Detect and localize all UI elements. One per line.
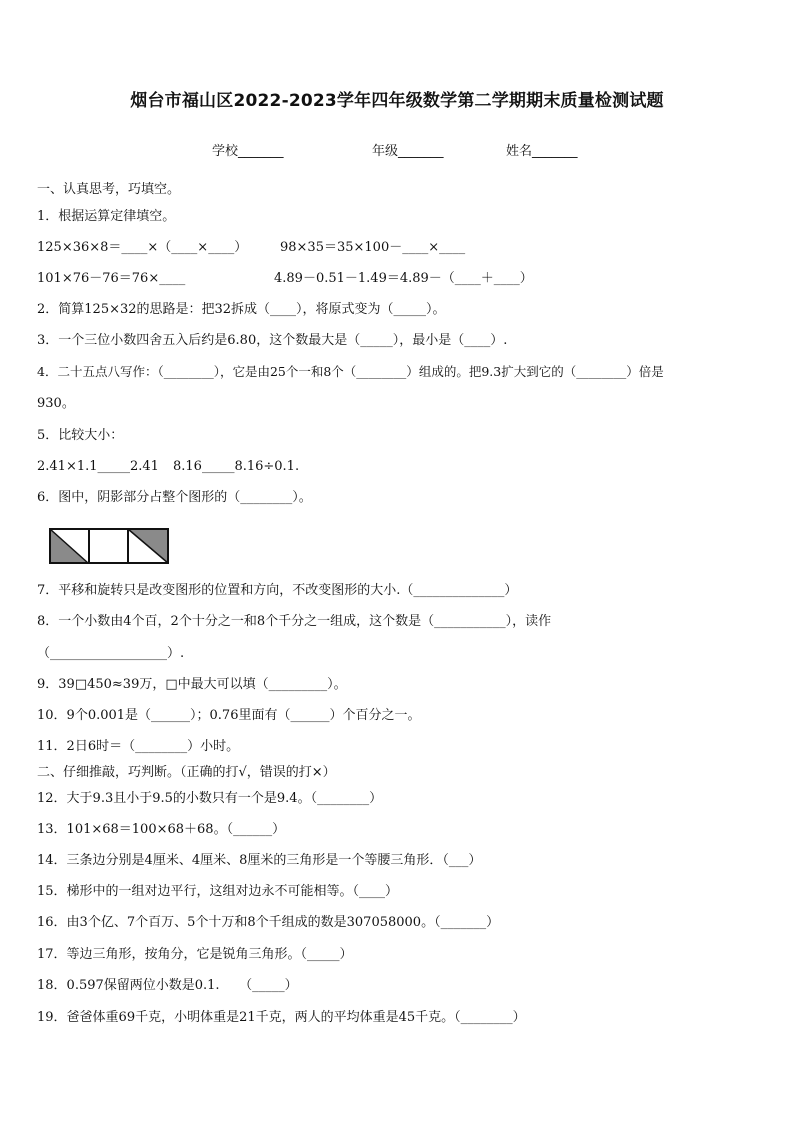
- question-1-blank-a: 125×36×8＝____×（____×____）: [37, 240, 248, 255]
- question-15: 15．梯形中的一组对边平行，这组对边永不可能相等。（____）: [37, 884, 399, 899]
- question-13: 13．101×68＝100×68＋68。（______）: [37, 822, 286, 837]
- question-1-row-2: [37, 270, 533, 288]
- question-1-blank-b: 98×35＝35×100－____×____: [280, 240, 466, 255]
- section-1-heading: 一、认真思考，巧填空。: [37, 182, 181, 197]
- question-6: 6．图中，阴影部分占整个图形的（________）。: [37, 490, 312, 505]
- question-1-row-1: [37, 239, 466, 257]
- question-10: 10．9个0.001是（______）；0.76里面有（______）个百分之一。: [37, 708, 421, 723]
- question-11: 11．2日6时＝（________）小时。: [37, 739, 240, 754]
- question-5-right: 8.16_____8.16÷0.1.: [173, 459, 300, 474]
- question-17: 17．等边三角形，按角分，它是锐角三角形。（_____）: [37, 947, 353, 962]
- page-title: 烟台市福山区2022-2023学年四年级数学第二学期期末质量检测试题: [130, 91, 664, 111]
- question-8-line-1: 8．一个小数由4个百，2个十分之一和8个千分之一组成，这个数是（___________），读作: [37, 614, 552, 629]
- name-field: 姓名_______: [506, 144, 578, 159]
- question-5-left: 2.41×1.1_____2.41: [37, 459, 159, 474]
- question-1-blank-c: 101×76－76＝76×____: [37, 271, 186, 286]
- question-1-blank-d: 4.89－0.51－1.49＝4.89－（____＋____）: [274, 271, 533, 286]
- question-14: 14．三条边分别是4厘米、4厘米、8厘米的三角形是一个等腰三角形．（___）: [37, 853, 482, 868]
- question-19: 19．爸爸体重69千克，小明体重是21千克，两人的平均体重是45千克。（________）: [37, 1010, 526, 1025]
- question-5-stem: 5．比较大小：: [37, 428, 124, 443]
- question-4-line-1: 4．二十五点八写作：（________），它是由25个一和8个（________）组成的。把9.3扩大到它的（________）倍是: [37, 364, 664, 379]
- section-2-heading: 二、仔细推敲，巧判断。（正确的打√，错误的打×）: [37, 765, 336, 780]
- question-8-line-2: （__________________）.: [37, 646, 185, 661]
- question-12: 12．大于9.3且小于9.5的小数只有一个是9.4。（________）: [37, 791, 383, 806]
- question-16: 16．由3个亿、7个百万、5个十万和8个千组成的数是307058000。（_______）: [37, 915, 500, 930]
- school-field: 学校_______: [212, 144, 284, 159]
- question-4-line-2: 930。: [37, 396, 75, 411]
- question-3: 3．一个三位小数四舍五入后约是6.80，这个数最大是（_____），最小是（____）.: [37, 333, 508, 348]
- question-9: 9．39□450≈39万，□中最大可以填（_________）。: [37, 677, 347, 692]
- question-2: 2．简算125×32的思路是：把32拆成（____），将原式变为（_____）。: [37, 302, 446, 317]
- shaded-squares-figure: [48, 527, 170, 565]
- question-1-stem: 1．根据运算定律填空。: [37, 209, 176, 224]
- question-5-row: [37, 458, 300, 476]
- grade-field: 年级_______: [372, 144, 444, 159]
- question-18: 18．0.597保留两位小数是0.1. （_____）: [37, 978, 298, 993]
- question-7: 7．平移和旋转只是改变图形的位置和方向，不改变图形的大小.（______________）: [37, 583, 518, 598]
